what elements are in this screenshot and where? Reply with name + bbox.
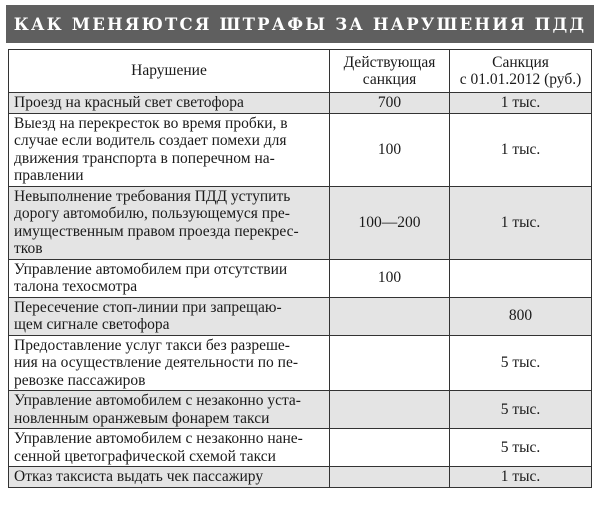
header-current-line1: Действующая [343, 53, 436, 71]
violation-cell [9, 467, 330, 488]
violation-text-line: щем сигнале светофора [14, 316, 170, 333]
table-row [9, 335, 592, 391]
header-current-sanction [330, 50, 450, 93]
violation-text-line: тков [14, 240, 43, 257]
violation-text-line: Проезд на красный свет светофора [14, 94, 244, 111]
table-row [9, 391, 592, 429]
violation-text-line: сенной цветографической схемой такси [14, 447, 276, 465]
violation-text-line: Невыполнение требования ПДД уступить [14, 187, 291, 205]
violation-text-line: ния на осуществление деятельности по пе- [14, 354, 298, 371]
violation-cell [9, 429, 330, 467]
table-row [9, 93, 592, 114]
new-sanction-cell: 1 тыс. [450, 186, 592, 259]
new-sanction-cell: 5 тыс. [450, 429, 592, 467]
current-sanction-cell [330, 297, 450, 335]
violation-cell [9, 259, 330, 297]
violation-text-line: новленным оранжевым фонарем такси [14, 409, 270, 427]
new-sanction-cell: 800 [450, 297, 592, 335]
violation-text-line: Выезд на перекресток во время пробки, в [14, 114, 288, 132]
violation-text-line: Управление автомобилем при отсутствии [14, 260, 288, 278]
table-row [9, 186, 592, 259]
current-sanction-cell: 700 [330, 93, 450, 114]
header-new-line1: Санкция [492, 53, 549, 71]
fines-table [8, 49, 592, 488]
header-new-sanction [450, 50, 592, 93]
table-row [9, 467, 592, 488]
violation-text-line: дорогу автомобилю, пользующемуся пре- [14, 205, 290, 222]
violation-cell [9, 335, 330, 391]
new-sanction-cell: 1 тыс. [450, 113, 592, 186]
violation-cell [9, 186, 330, 259]
new-sanction-cell: 1 тыс. [450, 467, 592, 488]
header-violation: Нарушение [9, 50, 330, 93]
table-title: КАК МЕНЯЮТСЯ ШТРАФЫ ЗА НАРУШЕНИЯ ПДД [6, 5, 594, 43]
violation-text-line: движения транспорта в поперечном на- [14, 149, 275, 167]
table-row [9, 297, 592, 335]
violation-cell [9, 391, 330, 429]
header-new-line2: с 01.01.2012 (руб.) [459, 71, 582, 88]
violation-text-line: Предоставление услуг такси без разреше- [14, 336, 290, 354]
table-row [9, 429, 592, 467]
violation-text-line: правлении [14, 167, 84, 184]
current-sanction-cell [330, 467, 450, 488]
current-sanction-cell [330, 429, 450, 467]
header-row [9, 50, 592, 93]
table-row [9, 259, 592, 297]
violation-text-line: Управление автомобилем с незаконно уста- [14, 392, 301, 409]
violation-text-line: Отказ таксиста выдать чек пассажиру [14, 468, 264, 485]
current-sanction-cell: 100 [330, 113, 450, 186]
violation-text-line: ревозке пассажиров [14, 371, 146, 389]
current-sanction-cell: 100 [330, 259, 450, 297]
violation-text-line: Пересечение стоп-линии при запрещаю- [14, 298, 282, 316]
table-body [9, 93, 592, 488]
new-sanction-cell: 5 тыс. [450, 335, 592, 391]
violation-text-line: случае если водитель создает помехи для [14, 132, 287, 149]
violation-cell [9, 113, 330, 186]
violation-cell [9, 297, 330, 335]
current-sanction-cell [330, 335, 450, 391]
violation-text-line: талона техосмотра [14, 278, 138, 295]
new-sanction-cell: 1 тыс. [450, 93, 592, 114]
current-sanction-cell [330, 391, 450, 429]
violation-text-line: Управление автомобилем с незаконно нане- [14, 430, 303, 447]
violation-text-line: имущественным правом проезда перекрес- [14, 222, 299, 240]
new-sanction-cell: 5 тыс. [450, 391, 592, 429]
violation-cell [9, 93, 330, 114]
table-row [9, 113, 592, 186]
new-sanction-cell [450, 259, 592, 297]
current-sanction-cell: 100—200 [330, 186, 450, 259]
header-current-line2: санкция [362, 71, 417, 88]
